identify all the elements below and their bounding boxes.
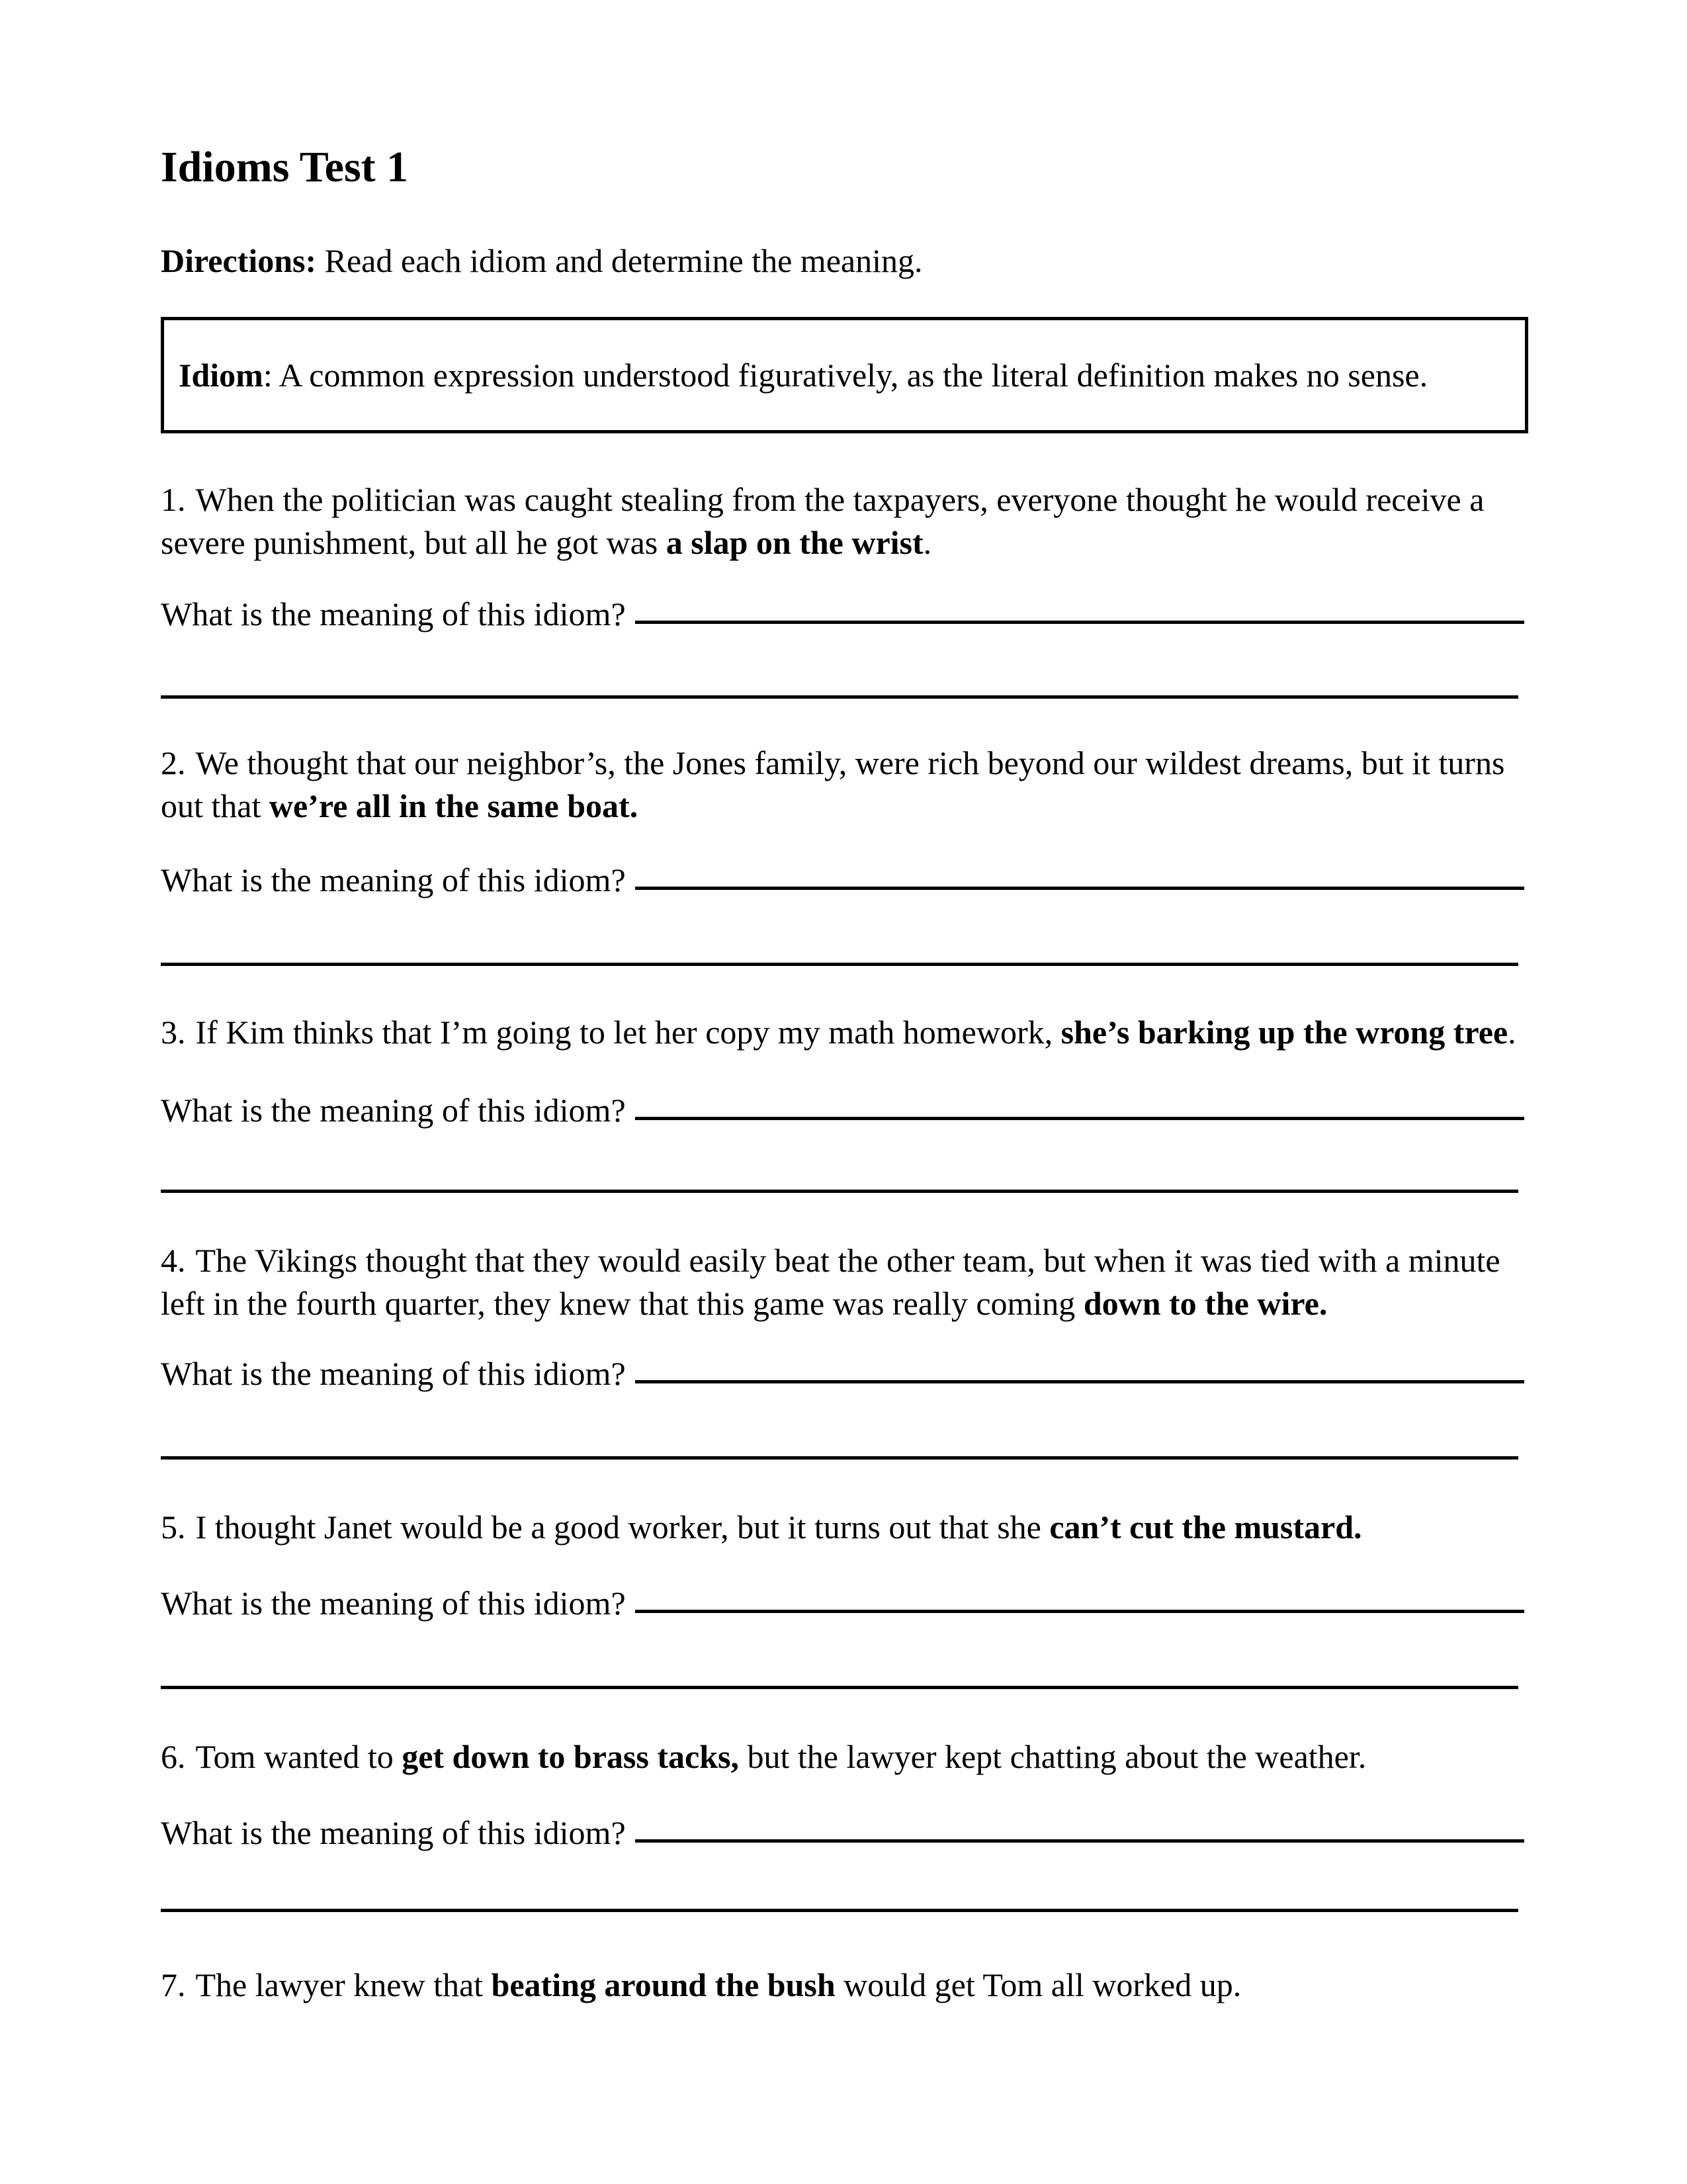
question-1 [161, 478, 1528, 564]
question-6-idiom: get down to brass tacks, [402, 1738, 739, 1775]
answer-blank-1 [635, 593, 1524, 624]
question-5-text: I thought Janet would be a good worker, but it turns out that she [195, 1508, 1050, 1546]
question-3-text: If Kim thinks that I’m going to let her copy my math homework, [195, 1014, 1061, 1051]
meaning-row-6 [161, 1812, 1524, 1855]
question-7 [161, 1964, 1528, 2007]
answer-blank-5 [635, 1582, 1524, 1613]
directions-label: Directions: [161, 242, 317, 279]
meaning-row-5 [161, 1582, 1524, 1625]
question-6-text-end: but the lawyer kept chatting about the weather. [738, 1738, 1367, 1775]
question-7-number: 7. [161, 1966, 186, 2003]
question-2-text: We thought that our neighbor’s, the Jones family, were rich beyond our wildest dreams, but it turns out that [161, 744, 1505, 824]
question-5-number: 5. [161, 1508, 186, 1546]
answer-rule-4 [161, 1456, 1518, 1460]
question-5-idiom: can’t cut the mustard. [1049, 1508, 1362, 1546]
meaning-row-1 [161, 593, 1524, 636]
question-3-number: 3. [161, 1014, 186, 1051]
answer-blank-4 [635, 1352, 1524, 1383]
answer-rule-6 [161, 1909, 1518, 1912]
question-2-idiom: we’re all in the same boat. [269, 787, 638, 824]
meaning-row-2 [161, 859, 1524, 902]
question-3-text-end: . [1508, 1014, 1516, 1051]
answer-blank-6 [635, 1812, 1524, 1843]
definition-body: : A common expression understood figuratively, as the literal definition makes no sense. [263, 356, 1428, 394]
directions-text: Read each idiom and determine the meaning. [316, 242, 923, 279]
question-7-text-end: would get Tom all worked up. [835, 1966, 1242, 2003]
answer-rule-5 [161, 1686, 1518, 1689]
question-3 [161, 1011, 1528, 1054]
answer-rule-2 [161, 963, 1518, 966]
question-1-text-end: . [923, 524, 932, 561]
answer-rule-1 [161, 695, 1518, 699]
meaning-prompt-4: What is the meaning of this idiom? [161, 1355, 626, 1392]
meaning-prompt-5: What is the meaning of this idiom? [161, 1585, 626, 1622]
definition-box [161, 317, 1528, 433]
definition-label: Idiom [179, 356, 263, 394]
question-5 [161, 1506, 1528, 1549]
answer-blank-3 [635, 1089, 1524, 1120]
meaning-prompt-3: What is the meaning of this idiom? [161, 1092, 626, 1129]
page-title: Idioms Test 1 [161, 143, 409, 191]
question-4-number: 4. [161, 1242, 186, 1279]
question-7-text: The lawyer knew that [195, 1966, 492, 2003]
meaning-prompt-1: What is the meaning of this idiom? [161, 595, 626, 633]
answer-rule-3 [161, 1190, 1518, 1193]
answer-blank-2 [635, 859, 1524, 890]
meaning-row-4 [161, 1352, 1524, 1395]
question-2 [161, 742, 1528, 828]
question-6 [161, 1735, 1528, 1778]
meaning-row-3 [161, 1089, 1524, 1132]
meaning-prompt-2: What is the meaning of this idiom? [161, 861, 626, 898]
question-4-text: The Vikings thought that they would easily beat the other team, but when it was tied with a minute left in the fourth quarter, they knew that this game was really coming [161, 1242, 1500, 1322]
question-6-number: 6. [161, 1738, 186, 1775]
question-1-idiom: a slap on the wrist [666, 524, 924, 561]
question-4-idiom: down to the wire. [1083, 1285, 1328, 1322]
question-3-idiom: she’s barking up the wrong tree [1060, 1014, 1508, 1051]
question-7-idiom: beating around the bush [491, 1966, 836, 2003]
question-6-text: Tom wanted to [195, 1738, 402, 1775]
directions [161, 240, 1528, 283]
question-1-text: When the politician was caught stealing from the taxpayers, everyone thought he would receive a severe punishment, but all he got was [161, 481, 1485, 561]
definition-text [179, 354, 1428, 397]
question-2-number: 2. [161, 744, 186, 781]
meaning-prompt-6: What is the meaning of this idiom? [161, 1814, 626, 1851]
question-4 [161, 1239, 1528, 1325]
question-1-number: 1. [161, 481, 186, 518]
